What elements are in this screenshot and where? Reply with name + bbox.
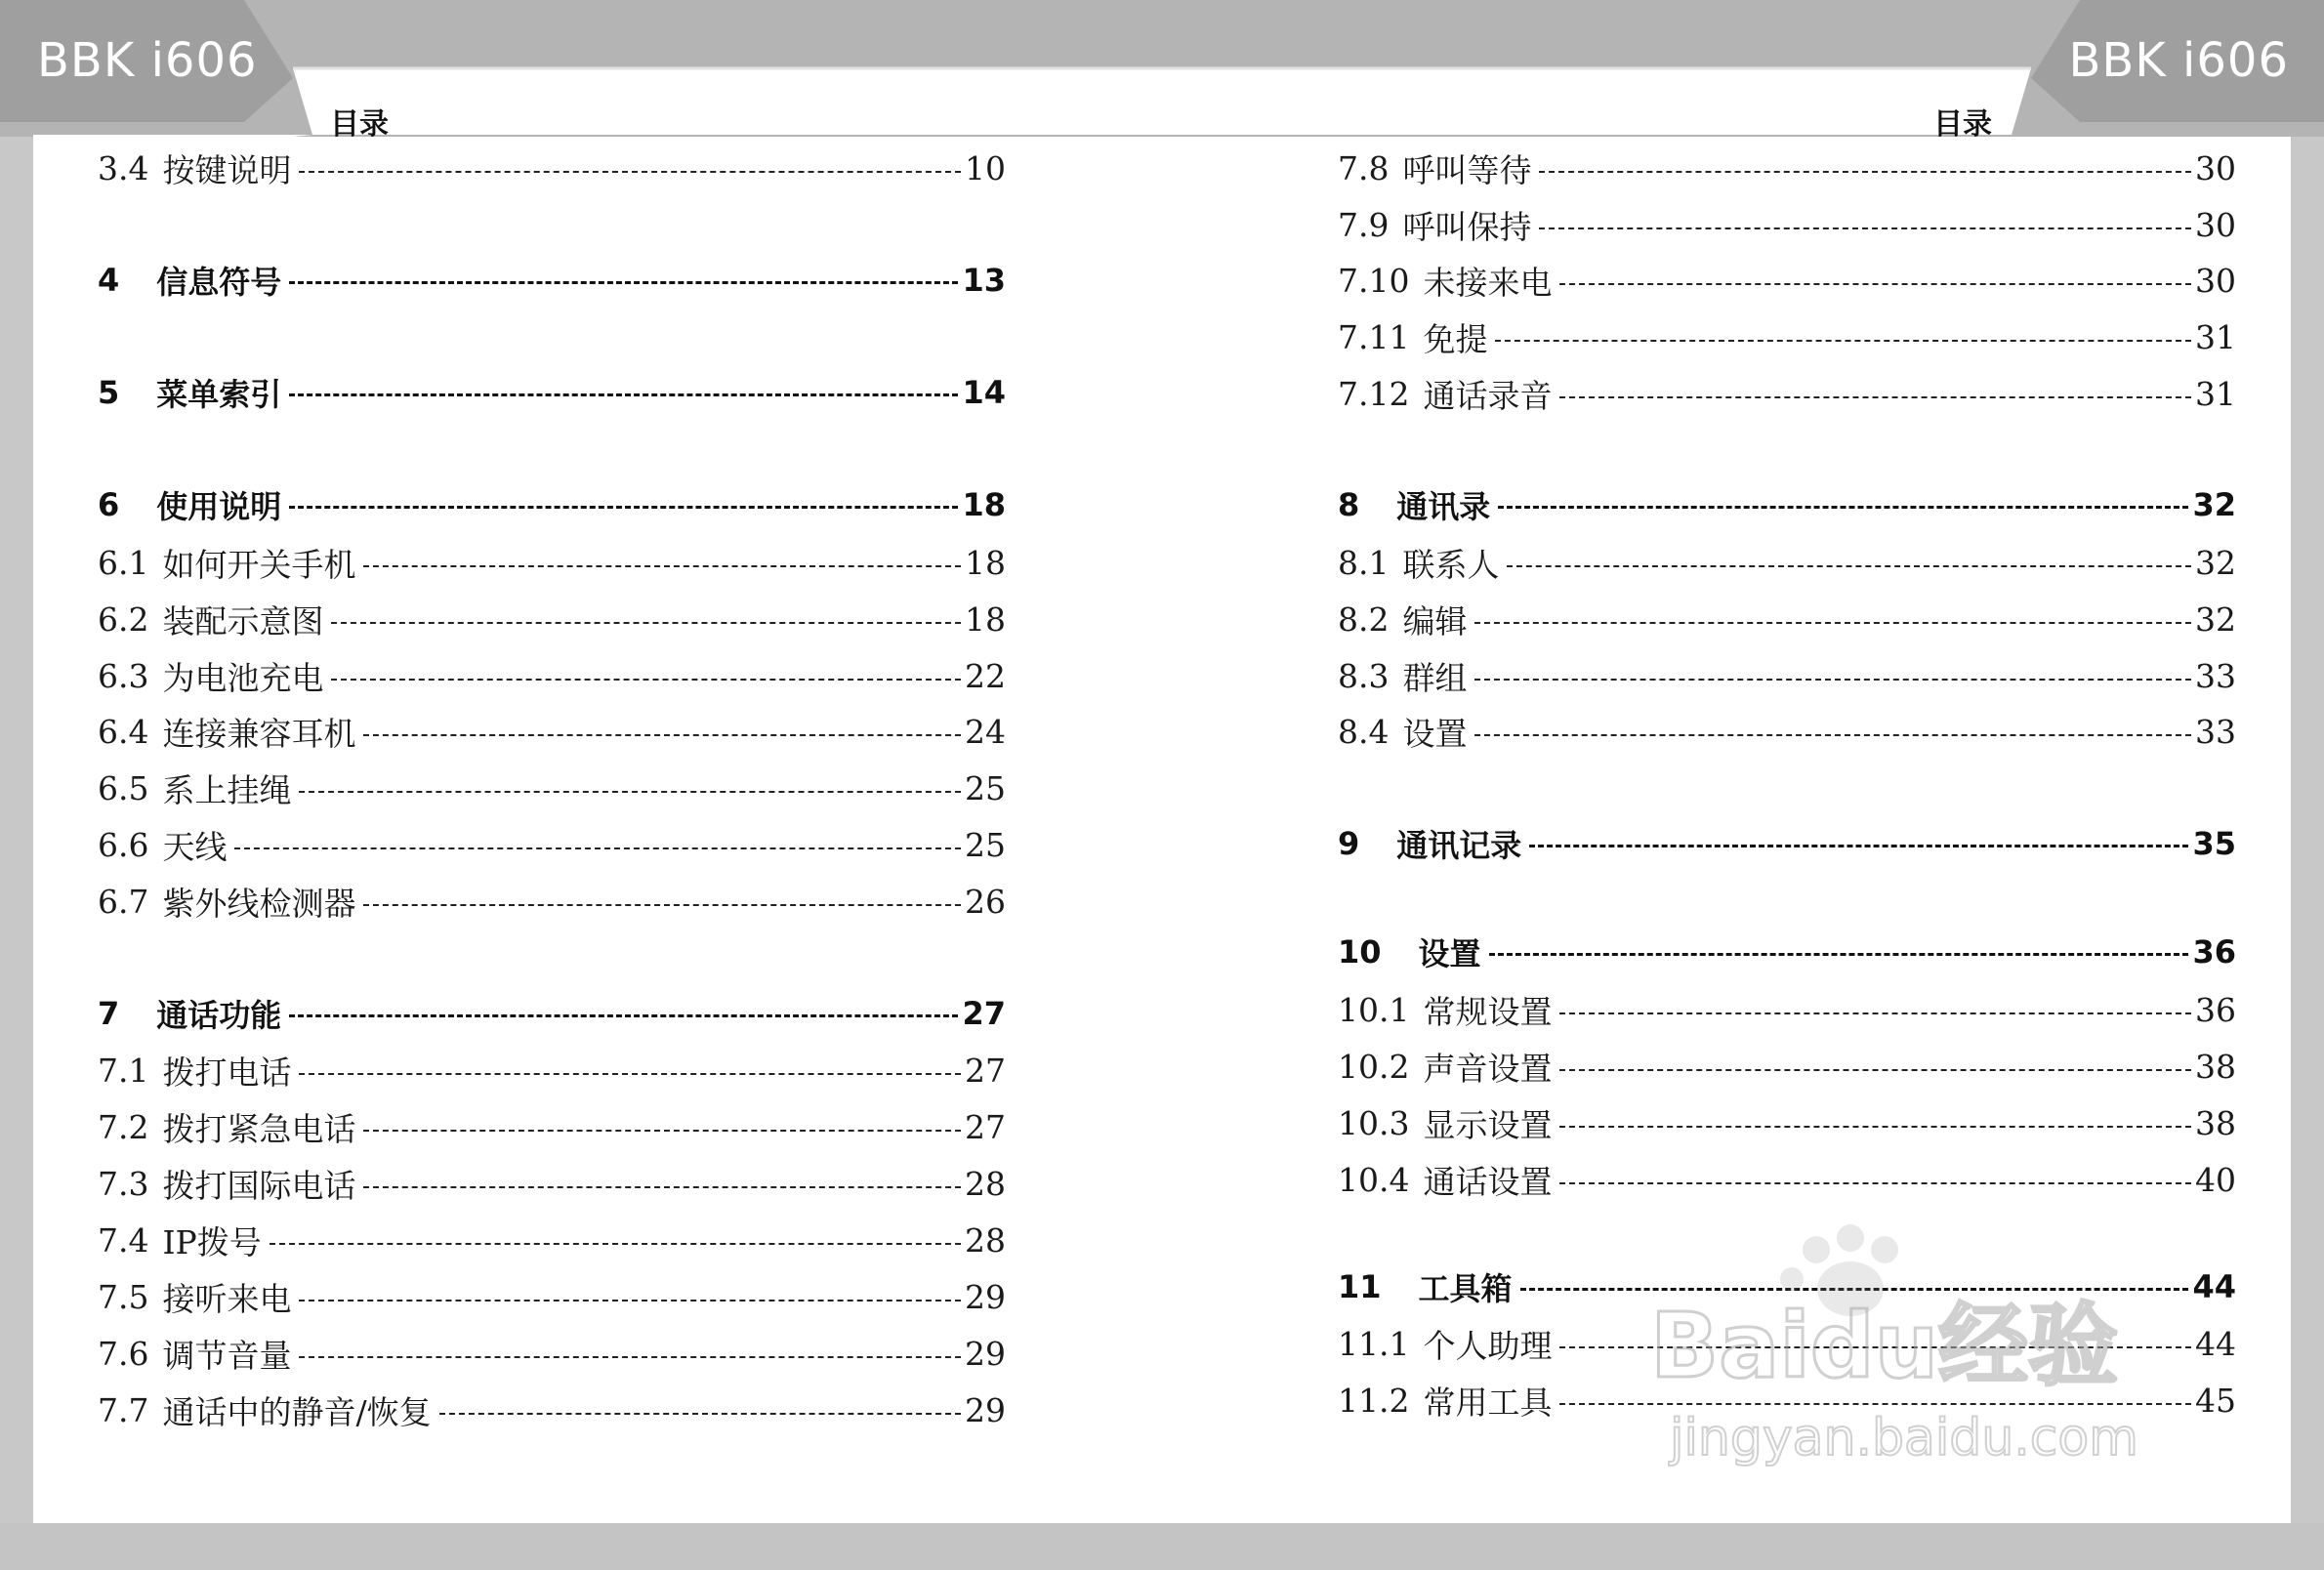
toc-entry-page: 38 — [2195, 1047, 2236, 1086]
toc-entry-title: 通话设置 — [1423, 1162, 1553, 1201]
toc-dot-leader — [1489, 953, 2189, 956]
toc-entry-number: 11.2 — [1338, 1381, 1410, 1420]
toc-entry-page: 27 — [965, 1107, 1006, 1146]
toc-entry-title: 联系人 — [1402, 545, 1500, 584]
toc-entry[interactable] — [1338, 595, 2236, 643]
watermark-url: jingyan.baidu.com — [1670, 1409, 2138, 1467]
toc-entry[interactable] — [98, 1272, 1006, 1321]
toc-entry-title: 调节音量 — [162, 1336, 292, 1375]
toc-entry-title: 常用工具 — [1423, 1383, 1553, 1422]
toc-dot-leader — [1507, 565, 2191, 567]
toc-entry[interactable] — [98, 820, 1006, 869]
toc-dot-leader — [299, 791, 961, 793]
toc-dot-leader — [363, 1130, 961, 1132]
toc-entry-page: 36 — [2192, 933, 2236, 971]
toc-entry-title: 呼叫等待 — [1402, 150, 1532, 189]
toc-entry[interactable] — [1338, 651, 2236, 700]
toc-entry-title: 显示设置 — [1423, 1105, 1553, 1144]
toc-dot-leader — [363, 904, 961, 906]
toc-entry-number: 7.2 — [98, 1107, 149, 1146]
toc-dot-leader — [1559, 1012, 2191, 1014]
toc-dot-leader — [1559, 1126, 2191, 1128]
toc-dot-leader — [1559, 283, 2191, 285]
toc-chapter-entry[interactable] — [98, 480, 1006, 529]
toc-entry-page: 29 — [965, 1390, 1006, 1429]
toc-entry-page: 29 — [965, 1277, 1006, 1316]
toc-entry-title: 编辑 — [1402, 601, 1468, 640]
toc-entry-title: 如何开关手机 — [162, 545, 356, 584]
toc-entry[interactable] — [98, 1385, 1006, 1434]
toc-entry-page: 25 — [965, 768, 1006, 807]
toc-entry-page: 28 — [965, 1164, 1006, 1203]
toc-entry[interactable] — [1338, 256, 2236, 305]
toc-entry-number: 11 — [1338, 1268, 1382, 1305]
toc-entry-title: 声音设置 — [1423, 1049, 1553, 1088]
toc-chapter-entry[interactable] — [1338, 480, 2236, 529]
toc-entry-title: 群组 — [1402, 658, 1468, 697]
toc-dot-leader — [234, 847, 961, 849]
toc-entry[interactable] — [98, 1329, 1006, 1378]
toc-entry-number: 8.3 — [1338, 656, 1390, 695]
toc-entry-page: 28 — [965, 1220, 1006, 1260]
toc-dot-leader — [331, 622, 961, 624]
toc-entry-page: 45 — [2195, 1381, 2236, 1420]
toc-dot-leader — [289, 506, 958, 509]
toc-entry-number: 9 — [1338, 825, 1360, 862]
toc-entry-title: 免提 — [1423, 319, 1488, 358]
toc-entry-page: 10 — [965, 148, 1006, 187]
toc-entry-page: 33 — [2195, 656, 2236, 695]
watermark-brand: Baidu经验 — [1650, 1294, 2119, 1398]
toc-entry-title: 通话录音 — [1423, 376, 1553, 415]
toc-entry-title: 通话功能 — [156, 997, 282, 1034]
toc-dot-leader — [289, 1014, 958, 1017]
toc-entry-title: 拨打紧急电话 — [162, 1109, 356, 1148]
toc-entry-number: 6.7 — [98, 882, 149, 921]
toc-chapter-entry[interactable] — [98, 368, 1006, 417]
toc-entry-title: 未接来电 — [1423, 263, 1553, 302]
toc-entry-title: 通讯记录 — [1396, 827, 1522, 864]
toc-entry-page: 29 — [965, 1334, 1006, 1373]
toc-entry-number: 8.1 — [1338, 543, 1390, 582]
toc-entry[interactable] — [1338, 1155, 2236, 1204]
toc-entry-page: 24 — [965, 712, 1006, 751]
toc-dot-leader — [270, 1243, 961, 1245]
toc-chapter-entry[interactable] — [1338, 819, 2236, 868]
toc-entry-number: 7.6 — [98, 1334, 149, 1373]
toc-chapter-entry[interactable] — [98, 256, 1006, 305]
toc-entry-title: 菜单索引 — [156, 376, 282, 413]
toc-dot-leader — [299, 1073, 961, 1075]
toc-entry-number: 6 — [98, 486, 120, 523]
toc-dot-leader — [1539, 227, 2191, 229]
toc-dot-leader — [289, 393, 958, 396]
toc-entry[interactable] — [98, 538, 1006, 587]
toc-entry-number: 7 — [98, 995, 120, 1032]
toc-entry-page: 27 — [962, 995, 1006, 1032]
toc-entry-page: 31 — [2195, 317, 2236, 356]
toc-dot-leader — [1498, 506, 2188, 509]
toc-entry-page: 44 — [2192, 1268, 2236, 1305]
toc-chapter-entry[interactable] — [98, 989, 1006, 1038]
toc-entry-title: 系上挂绳 — [162, 770, 292, 809]
toc-dot-leader — [331, 679, 961, 681]
toc-entry-number: 10.3 — [1338, 1103, 1410, 1142]
toc-entry-number: 3.4 — [98, 148, 149, 187]
toc-entry-page: 30 — [2195, 148, 2236, 187]
toc-entry-number: 7.9 — [1338, 205, 1390, 244]
toc-entry-title: 设置 — [1418, 935, 1481, 972]
toc-dot-leader — [289, 281, 958, 284]
toc-entry-number: 7.8 — [1338, 148, 1390, 187]
baidu-jingyan-watermark — [1640, 1211, 2187, 1484]
toc-entry-page: 44 — [2195, 1324, 2236, 1363]
toc-dot-leader — [1529, 845, 2188, 847]
toc-entry-number: 8 — [1338, 486, 1360, 523]
toc-entry-number: 6.6 — [98, 825, 149, 864]
toc-entry-number: 7.10 — [1338, 261, 1410, 300]
toc-entry-page: 18 — [965, 543, 1006, 582]
toc-entry-title: 装配示意图 — [162, 601, 324, 640]
toc-entry[interactable] — [98, 144, 1006, 192]
toc-dot-leader — [299, 1300, 961, 1301]
toc-entry[interactable] — [1338, 144, 2236, 192]
toc-entry-title: 常规设置 — [1423, 992, 1553, 1031]
toc-dot-leader — [1559, 1182, 2191, 1184]
toc-entry[interactable] — [1338, 1042, 2236, 1091]
toc-dot-leader — [363, 734, 961, 736]
toc-entry-title: IP拨号 — [162, 1222, 262, 1261]
toc-entry-number: 6.3 — [98, 656, 149, 695]
toc-entry-number: 11.1 — [1338, 1324, 1410, 1363]
toc-dot-leader — [1474, 622, 2191, 624]
toc-dot-leader — [363, 1186, 961, 1188]
toc-entry[interactable] — [98, 707, 1006, 756]
toc-dot-leader — [363, 565, 961, 567]
toc-entry-number: 7.3 — [98, 1164, 149, 1203]
toc-dot-leader — [299, 1356, 961, 1358]
toc-entry-title: 接听来电 — [162, 1279, 292, 1318]
toc-entry-page: 27 — [965, 1051, 1006, 1090]
toc-entry[interactable] — [1338, 1098, 2236, 1147]
toc-entry-title: 呼叫保持 — [1402, 207, 1532, 246]
toc-entry-page: 32 — [2192, 486, 2236, 523]
toc-entry-page: 38 — [2195, 1103, 2236, 1142]
toc-entry-title: 为电池充电 — [162, 658, 324, 697]
toc-entry-page: 14 — [962, 374, 1006, 411]
toc-entry-number: 7.11 — [1338, 317, 1410, 356]
toc-entry-page: 31 — [2195, 374, 2236, 413]
toc-dot-leader — [1559, 1069, 2191, 1071]
toc-entry[interactable] — [1338, 538, 2236, 587]
toc-entry[interactable] — [1338, 312, 2236, 361]
toc-entry-title: 使用说明 — [156, 488, 282, 525]
toc-entry-page: 13 — [962, 262, 1006, 299]
toc-dot-leader — [1559, 396, 2191, 398]
toc-entry-number: 7.1 — [98, 1051, 149, 1090]
toc-dot-leader — [439, 1413, 961, 1415]
toc-entry-title: 个人助理 — [1423, 1326, 1553, 1365]
brand-label-right: BBK i606 — [2068, 33, 2289, 88]
toc-entry-number: 10.1 — [1338, 990, 1410, 1029]
toc-entry-number: 7.4 — [98, 1220, 149, 1260]
toc-entry-number: 6.1 — [98, 543, 149, 582]
toc-entry[interactable] — [98, 1159, 1006, 1208]
toc-entry-number: 6.2 — [98, 599, 149, 639]
toc-entry[interactable] — [98, 877, 1006, 926]
toc-entry-page: 32 — [2195, 599, 2236, 639]
toc-entry-title: 设置 — [1402, 714, 1468, 753]
toc-entry-number: 4 — [98, 262, 120, 299]
toc-entry-page: 32 — [2195, 543, 2236, 582]
toc-entry[interactable] — [98, 1216, 1006, 1264]
toc-dot-leader — [1495, 340, 2191, 342]
toc-entry-title: 通讯录 — [1396, 488, 1491, 525]
toc-entry-title: 天线 — [162, 827, 228, 866]
toc-entry-number: 7.7 — [98, 1390, 149, 1429]
toc-entry-page: 22 — [965, 656, 1006, 695]
toc-dot-leader — [1539, 171, 2191, 173]
toc-entry-page: 33 — [2195, 712, 2236, 751]
toc-entry[interactable] — [98, 651, 1006, 700]
toc-entry[interactable] — [98, 764, 1006, 812]
toc-entry[interactable] — [98, 1102, 1006, 1151]
toc-chapter-entry[interactable] — [1338, 928, 2236, 976]
toc-entry-page: 40 — [2195, 1160, 2236, 1199]
brand-label-left: BBK i606 — [37, 33, 258, 88]
toc-dot-leader — [1474, 679, 2191, 681]
toc-entry-page: 18 — [962, 486, 1006, 523]
toc-entry[interactable] — [1338, 985, 2236, 1034]
toc-entry-page: 26 — [965, 882, 1006, 921]
toc-entry-number: 8.4 — [1338, 712, 1390, 751]
toc-entry-page: 36 — [2195, 990, 2236, 1029]
toc-entry-number: 5 — [98, 374, 120, 411]
toc-dot-leader — [299, 171, 961, 173]
toc-entry-title: 拨打电话 — [162, 1053, 292, 1092]
toc-entry[interactable] — [1338, 200, 2236, 249]
toc-entry-title: 通话中的静音/恢复 — [162, 1392, 432, 1431]
toc-entry[interactable] — [98, 595, 1006, 643]
toc-entry-number: 7.12 — [1338, 374, 1410, 413]
toc-entry[interactable] — [98, 1046, 1006, 1095]
toc-entry[interactable] — [1338, 707, 2236, 756]
toc-entry-number: 6.5 — [98, 768, 149, 807]
toc-entry-page: 25 — [965, 825, 1006, 864]
toc-entry-title: 工具箱 — [1418, 1270, 1513, 1307]
toc-entry-number: 10.2 — [1338, 1047, 1410, 1086]
toc-entry-number: 6.4 — [98, 712, 149, 751]
toc-entry-title: 信息符号 — [156, 264, 282, 301]
toc-entry-page: 35 — [2192, 825, 2236, 862]
toc-entry-number: 7.5 — [98, 1277, 149, 1316]
page-title-right: 目录 — [1933, 107, 1992, 142]
toc-entry-number: 10 — [1338, 933, 1382, 971]
toc-entry-number: 10.4 — [1338, 1160, 1410, 1199]
toc-entry-page: 18 — [965, 599, 1006, 639]
toc-entry-title: 拨打国际电话 — [162, 1166, 356, 1205]
toc-entry-number: 8.2 — [1338, 599, 1390, 639]
toc-entry-page: 30 — [2195, 261, 2236, 300]
page-title-left: 目录 — [330, 107, 389, 142]
toc-entry-title: 紫外线检测器 — [162, 884, 356, 923]
toc-entry-title: 连接兼容耳机 — [162, 714, 356, 753]
toc-entry-page: 30 — [2195, 205, 2236, 244]
toc-entry[interactable] — [1338, 369, 2236, 418]
toc-entry-title: 按键说明 — [162, 150, 292, 189]
toc-dot-leader — [1474, 734, 2191, 736]
